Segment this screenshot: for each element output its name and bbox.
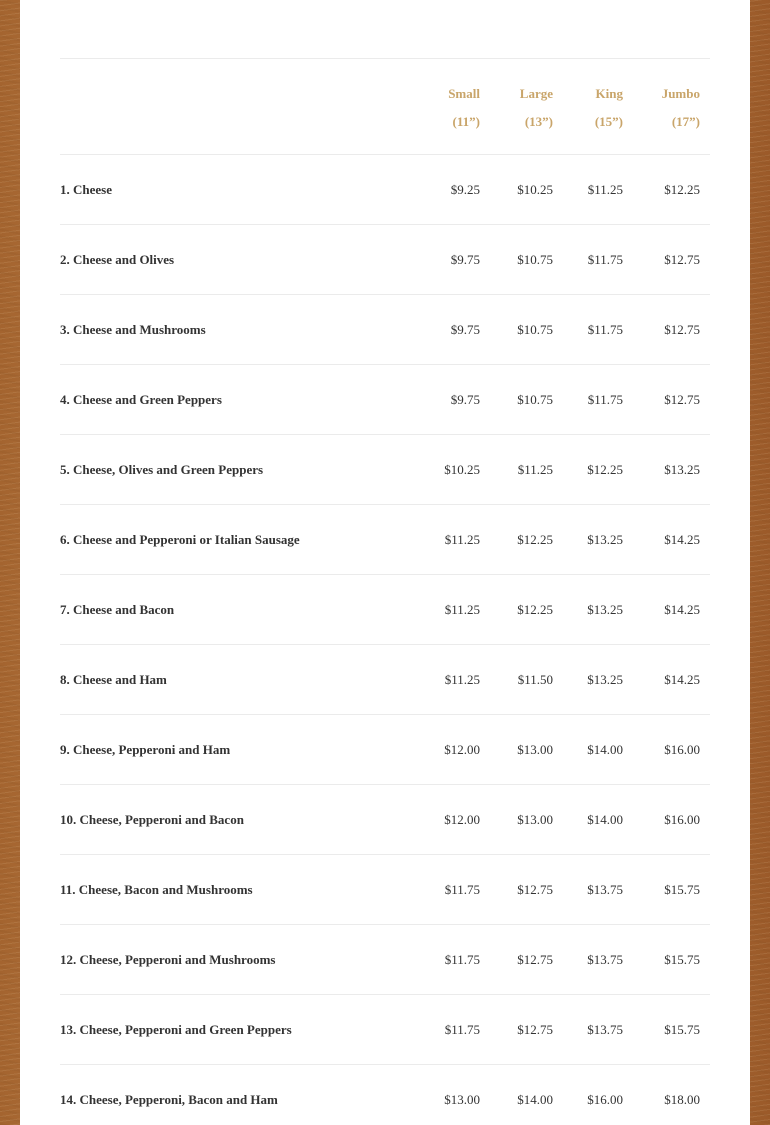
table-row: [60, 855, 710, 925]
price-large: $14.00: [480, 1065, 553, 1125]
pizza-name: 11. Cheese, Bacon and Mushrooms: [60, 855, 420, 925]
table-row: [60, 925, 710, 995]
pizza-name: 4. Cheese and Green Peppers: [60, 365, 420, 435]
header-large: Large (13”): [480, 59, 553, 155]
price-jumbo: $12.25: [623, 155, 710, 225]
pizza-name: 12. Cheese, Pepperoni and Mushrooms: [60, 925, 420, 995]
pizza-name: 13. Cheese, Pepperoni and Green Peppers: [60, 995, 420, 1065]
price-jumbo: $12.75: [623, 225, 710, 295]
price-large: $12.75: [480, 855, 553, 925]
price-small: $12.00: [420, 715, 480, 785]
table-row: [60, 715, 710, 785]
header-jumbo: Jumbo (17”): [623, 59, 710, 155]
header-king: King (15”): [553, 59, 623, 155]
price-king: $13.25: [553, 645, 623, 715]
price-king: $13.25: [553, 505, 623, 575]
table-row: [60, 365, 710, 435]
table-row: [60, 995, 710, 1065]
pizza-name: 14. Cheese, Pepperoni, Bacon and Ham: [60, 1065, 420, 1125]
menu-page: [20, 0, 750, 1125]
price-small: $11.25: [420, 575, 480, 645]
price-king: $13.25: [553, 575, 623, 645]
price-jumbo: $12.75: [623, 295, 710, 365]
price-king: $12.25: [553, 435, 623, 505]
pizza-name: 9. Cheese, Pepperoni and Ham: [60, 715, 420, 785]
price-jumbo: $16.00: [623, 785, 710, 855]
price-king: $11.75: [553, 365, 623, 435]
price-king: $14.00: [553, 785, 623, 855]
price-large: $12.25: [480, 505, 553, 575]
price-small: $11.75: [420, 855, 480, 925]
price-small: $13.00: [420, 1065, 480, 1125]
price-large: $12.25: [480, 575, 553, 645]
price-jumbo: $14.25: [623, 505, 710, 575]
price-large: $11.50: [480, 645, 553, 715]
pizza-price-table: [60, 58, 710, 1125]
price-large: $10.75: [480, 295, 553, 365]
price-jumbo: $14.25: [623, 575, 710, 645]
price-large: $11.25: [480, 435, 553, 505]
pizza-name: 1. Cheese: [60, 155, 420, 225]
price-king: $14.00: [553, 715, 623, 785]
price-jumbo: $12.75: [623, 365, 710, 435]
pizza-name: 5. Cheese, Olives and Green Peppers: [60, 435, 420, 505]
table-row: [60, 155, 710, 225]
table-row: [60, 645, 710, 715]
price-jumbo: $16.00: [623, 715, 710, 785]
price-small: $11.25: [420, 645, 480, 715]
price-large: $12.75: [480, 995, 553, 1065]
price-jumbo: $18.00: [623, 1065, 710, 1125]
pizza-name: 8. Cheese and Ham: [60, 645, 420, 715]
price-small: $9.75: [420, 225, 480, 295]
pizza-name: 10. Cheese, Pepperoni and Bacon: [60, 785, 420, 855]
price-king: $16.00: [553, 1065, 623, 1125]
table-header-row: [60, 59, 710, 155]
price-jumbo: $15.75: [623, 995, 710, 1065]
price-small: $11.25: [420, 505, 480, 575]
pizza-name: 6. Cheese and Pepperoni or Italian Sausage: [60, 505, 420, 575]
pizza-name: 7. Cheese and Bacon: [60, 575, 420, 645]
price-small: $12.00: [420, 785, 480, 855]
price-jumbo: $13.25: [623, 435, 710, 505]
header-small: Small (11”): [420, 59, 480, 155]
price-king: $11.75: [553, 295, 623, 365]
header-item-name: [60, 59, 420, 155]
price-large: $13.00: [480, 715, 553, 785]
price-small: $11.75: [420, 925, 480, 995]
pizza-name: 2. Cheese and Olives: [60, 225, 420, 295]
price-jumbo: $14.25: [623, 645, 710, 715]
price-small: $11.75: [420, 995, 480, 1065]
price-king: $13.75: [553, 995, 623, 1065]
price-small: $9.75: [420, 365, 480, 435]
price-king: $13.75: [553, 925, 623, 995]
table-row: [60, 785, 710, 855]
price-jumbo: $15.75: [623, 925, 710, 995]
price-large: $13.00: [480, 785, 553, 855]
price-jumbo: $15.75: [623, 855, 710, 925]
price-large: $10.75: [480, 225, 553, 295]
price-large: $10.75: [480, 365, 553, 435]
price-large: $10.25: [480, 155, 553, 225]
price-small: $9.25: [420, 155, 480, 225]
price-king: $11.75: [553, 225, 623, 295]
price-small: $9.75: [420, 295, 480, 365]
table-row: [60, 505, 710, 575]
price-small: $10.25: [420, 435, 480, 505]
table-row: [60, 225, 710, 295]
pizza-name: 3. Cheese and Mushrooms: [60, 295, 420, 365]
price-king: $11.25: [553, 155, 623, 225]
table-row: [60, 295, 710, 365]
price-large: $12.75: [480, 925, 553, 995]
table-row: [60, 575, 710, 645]
table-row: [60, 435, 710, 505]
price-king: $13.75: [553, 855, 623, 925]
table-row: [60, 1065, 710, 1125]
